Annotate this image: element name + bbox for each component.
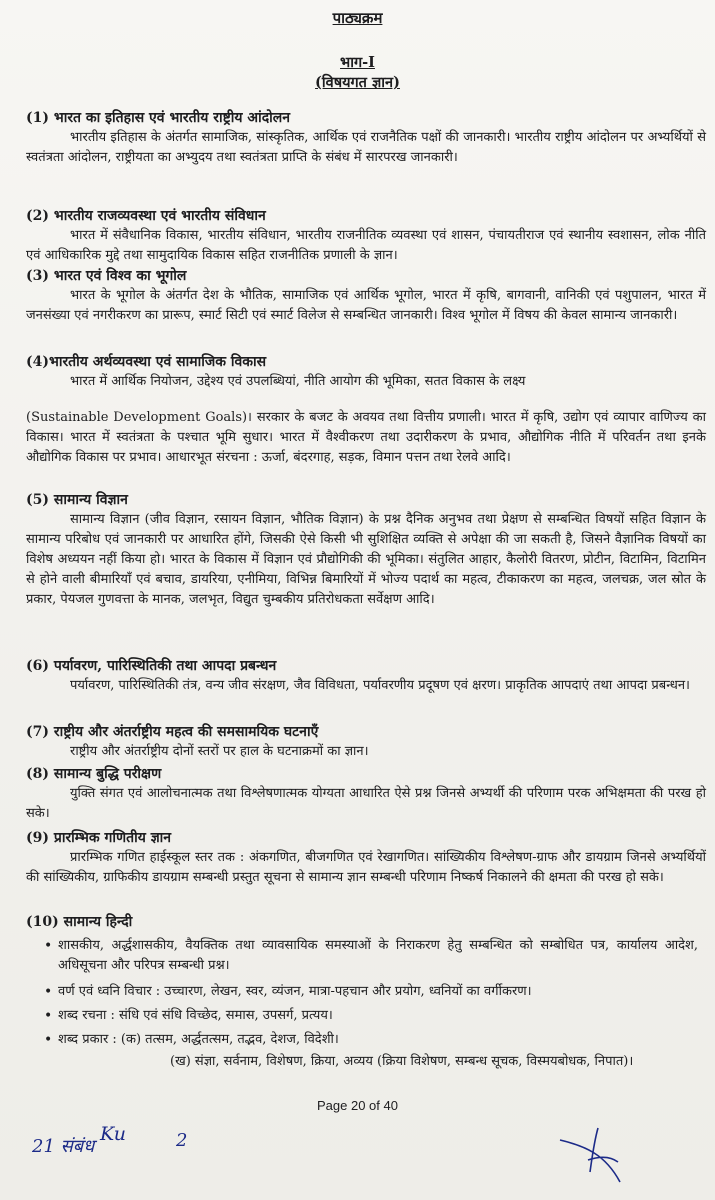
section-body: पर्यावरण, पारिस्थितिकी तंत्र, वन्य जीव संरक्षण, जैव विविधता, पर्यावरणीय प्रदूषण एवं क्षरण। प्राकृतिक आपदाएं तथा आपदा प्रबन्धन। [70, 678, 690, 693]
section-heading: (8) सामान्य बुद्धि परीक्षण [26, 766, 162, 782]
section-mathematics [26, 828, 706, 888]
section-heading: (10) सामान्य हिन्दी [26, 914, 133, 930]
list-item: • शब्द प्रकार : (क) तत्सम, अर्द्धतत्सम, तद्भव, देशज, विदेशी। [44, 1032, 339, 1048]
section-heading: (3) भारत एवं विश्व का भूगोल [26, 268, 187, 284]
section-polity [26, 206, 706, 266]
bullet-icon: • [44, 1032, 53, 1048]
section-heading: (2) भारतीय राजव्यवस्था एवं भारतीय संविधान [26, 208, 266, 224]
section-current-affairs [26, 722, 706, 762]
section-heading: (1) भारत का इतिहास एवं भारतीय राष्ट्रीय आंदोलन [26, 110, 291, 126]
section-heading: (4)भारतीय अर्थव्यवस्था एवं सामाजिक विकास [26, 354, 267, 370]
section-body: सामान्य विज्ञान (जीव विज्ञान, रसायन विज्ञान, भौतिक विज्ञान) के प्रश्न दैनिक अनुभव तथा प्रेक्षण से सम्बन्धित विषयों सहित विज्ञान के सामान्य परिबोध एवं जानकारी पर आधारित होंगे, जिसकी ऐसे किसी भी सुशिक्षित व्यक्ति से अपेक्षा की जा सकती है, जिसने वैज्ञानिक विषयों का विशेष अध्ययन नहीं किया हो। भारत के विकास में विज्ञान एवं प्रौद्योगिकी की भूमिका। संतुलित आहार, कैलोरी वितरण, प्रोटीन, विटामिन, विटामिन से होने वाली बीमारियाँ एवं बचाव, डायरिया, एनीमिया, विभिन्न बिमारियों में भोज्य पदार्थ का महत्व, टीकाकरण का महत्व, जलचक्र, जल स्रोत के प्रकार, पेयजल गुणवत्ता के मानक, जलभृत, विद्युत चुम्बकीय प्रतिरोधकता सर्वेक्षण आदि। [26, 512, 706, 607]
section-history [26, 108, 706, 168]
section-hindi [26, 912, 706, 932]
bullet-icon: • [44, 1008, 53, 1024]
section-body-rest: (Sustainable Development Goals)। सरकार के बजट के अवयव तथा वित्तीय प्रणाली। भारत में कृषि, उद्योग एवं व्यापार वाणिज्य का विकास। भारत में स्वतंत्रता के पश्चात भूमि सुधार। भारत में वैश्वीकरण तथा उदारीकरण के प्रभाव, औद्योगिक नीति में परिवर्तन तथा इनके औद्योगिक विकास पर प्रभाव। आधारभूत संरचना : ऊर्जा, बंदरगाह, सड़क, विमान पत्तन तथा रेलवे आदि। [26, 410, 706, 465]
signature-icon [560, 1128, 620, 1182]
section-body: युक्ति संगत एवं आलोचनात्मक तथा विश्लेषणात्मक योग्यता आधारित ऐसे प्रश्न जिनसे अभ्यर्थी की परिणाम परक अभिक्षमता की परख हो सके। [26, 786, 706, 821]
page-title: पाठ्यक्रम [332, 9, 383, 27]
handwritten-annotations [0, 1110, 715, 1200]
section-science [26, 490, 706, 610]
section-heading: (7) राष्ट्रीय और अंतर्राष्ट्रीय महत्व की समसामयिक घटनाएँ [26, 724, 319, 740]
section-economy [26, 352, 706, 468]
list-item: • शब्द रचना : संधि एवं संधि विच्छेद, समास, उपसर्ग, प्रत्यय। [44, 1008, 333, 1024]
section-body: भारत में संवैधानिक विकास, भारतीय संविधान, भारतीय राजनीतिक व्यवस्था एवं शासन, पंचायतीराज एवं स्थानीय स्वशासन, लोक नीति एवं आधिकारिक मुद्दे तथा सामुदायिक विकास सहित राजनीतिक प्रणाली के ज्ञान। [26, 228, 706, 263]
handwritten-mark: 2 [176, 1130, 188, 1151]
section-heading: (5) सामान्य विज्ञान [26, 492, 128, 508]
part-heading: भाग-I [340, 54, 375, 71]
section-body: प्रारम्भिक गणित हाईस्कूल स्तर तक : अंकगणित, बीजगणित एवं रेखागणित। सांख्यिकीय विश्लेषण-ग्राफ और डायग्राम जिनसे अभ्यर्थियों की सांख्यिकीय, ग्राफिकीय डायग्राम सम्बन्धी प्रस्तुत सूचना से सामान्य ज्ञान सम्बन्धी परिणाम निष्कर्ष निकालने की क्षमता की परख हो सके। [26, 850, 706, 885]
bullet-icon: • [44, 984, 53, 1000]
part-subtitle: (विषयगत ज्ञान) [315, 74, 400, 91]
section-body: भारतीय इतिहास के अंतर्गत सामाजिक, सांस्कृतिक, आर्थिक एवं राजनैतिक पक्षों की जानकारी। भारतीय राष्ट्रीय आंदोलन पर अभ्यर्थियों से स्वतंत्रता आंदोलन, राष्ट्रीयता का अभ्युदय तथा स्वतंत्रता प्राप्ति के संबंध में सारपरख जानकारी। [26, 130, 706, 165]
section-heading: (6) पर्यावरण, पारिस्थितिकी तथा आपदा प्रबन्धन [26, 658, 277, 674]
section-reasoning [26, 764, 706, 824]
section-geography [26, 266, 706, 326]
list-item-continuation: (ख) संज्ञा, सर्वनाम, विशेषण, क्रिया, अव्यय (क्रिया विशेषण, सम्बन्ध सूचक, विस्मयबोधक, निपात)। [170, 1054, 634, 1069]
section-environment [26, 656, 706, 696]
section-body: राष्ट्रीय और अंतर्राष्ट्रीय दोनों स्तरों पर हाल के घटनाक्रमों का ज्ञान। [70, 744, 369, 759]
handwritten-note: 21 संबंध [32, 1136, 95, 1157]
section-heading: (9) प्रारम्भिक गणितीय ज्ञान [26, 830, 172, 846]
list-item: • शासकीय, अर्द्धशासकीय, वैयक्तिक तथा व्यावसायिक समस्याओं के निराकरण हेतु सम्बन्धित को सम्बोधित पत्र, कार्यालय आदेश, अधिसूचना और परिपत्र सम्बन्धी प्रश्न। [44, 938, 698, 973]
list-item: • वर्ण एवं ध्वनि विचार : उच्चारण, लेखन, स्वर, व्यंजन, मात्रा-पहचान और प्रयोग, ध्वनियों का वर्गीकरण। [44, 984, 532, 1000]
section-body: भारत के भूगोल के अंतर्गत देश के भौतिक, सामाजिक एवं आर्थिक भूगोल, भारत में कृषि, बागवानी, वानिकी एवं पशुपालन, भारत में जनसंख्या एवं नगरीकरण का प्रारूप, स्मार्ट सिटी एवं स्मार्ट विलेज से सम्बन्धित जानकारी। विश्व भूगोल में विषय की केवल सामान्य जानकारी। [26, 288, 706, 323]
handwritten-initials: Ku [100, 1123, 127, 1145]
bullet-icon: • [44, 938, 53, 954]
page-number: Page 20 of 40 [317, 1098, 398, 1113]
section-body-first: भारत में आर्थिक नियोजन, उद्देश्य एवं उपलब्धियां, नीति आयोग की भूमिका, सतत विकास के लक्ष्य [70, 374, 526, 389]
